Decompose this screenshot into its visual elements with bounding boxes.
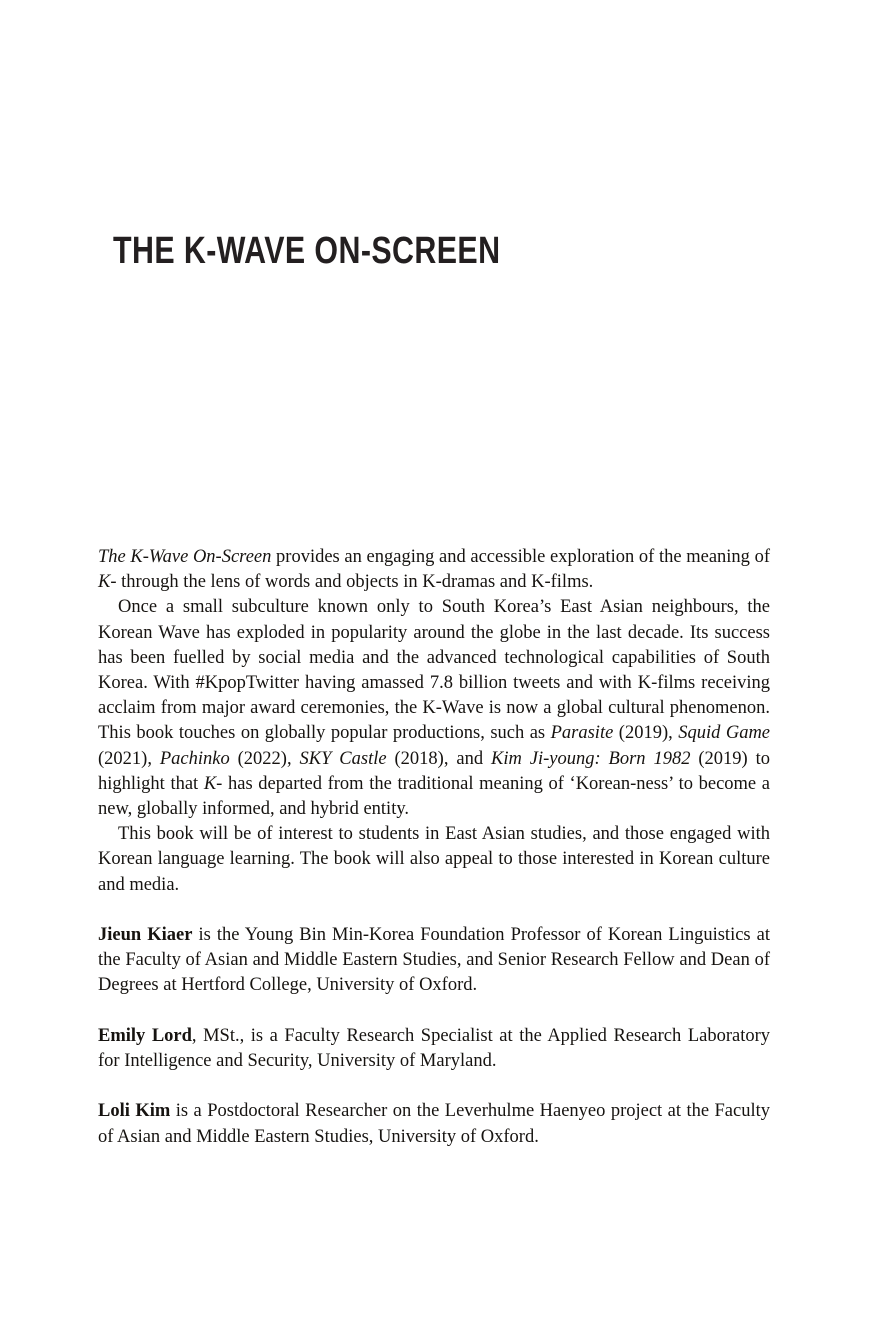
author-bio-loli-kim	[98, 1099, 770, 1149]
paragraph-intro	[98, 545, 770, 595]
text-run: , MSt., is a Faculty Research Specialist at the Applied Research Laboratory for Intelligence and Security, University of Maryland.	[98, 1025, 770, 1072]
author-bio-jieun-kiaer	[98, 923, 770, 999]
text-run: Once a small subculture known only to South Korea’s East Asian neighbours, the Korean Wave has exploded in popularity around the globe in the last decade. Its success has been fuelled by social media and the advanced technological capabilities of South Korea. With #KpopTwitter having amassed 7.8 billion tweets and with K-films receiving acclaim from major award ceremonies, the K-Wave is now a global cultural phenomenon. This book touches on globally popular productions, such as	[98, 597, 770, 744]
paragraph-audience	[98, 822, 770, 898]
text-run: has departed from the traditional meaning of ‘Korean-ness’ to become a new, globally informed, and hybrid entity.	[98, 773, 770, 820]
text-run: provides an engaging and accessible exploration of the meaning of	[271, 547, 770, 567]
author-bio-emily-lord	[98, 1024, 770, 1074]
text-run: (2019),	[613, 723, 679, 744]
text-run: Parasite	[550, 723, 614, 744]
text-run: Loli Kim	[98, 1101, 171, 1122]
text-run: (2022),	[229, 748, 300, 769]
text-run: This book will be of interest to students in East Asian studies, and those engaged with Korean language learning. The book will also appeal to those interested in Korean culture and media.	[98, 824, 770, 895]
description-block	[98, 545, 770, 1150]
text-run: Kim Ji-young: Born 1982	[490, 748, 691, 769]
paragraph-overview	[98, 595, 770, 822]
page-title: THE K-WAVE ON-SCREEN	[113, 230, 501, 273]
text-run: Squid Game	[678, 723, 771, 744]
text-run: through the lens of words and objects in K-dramas and K-films.	[116, 572, 594, 593]
text-run: is a Postdoctoral Researcher on the Leverhulme Haenyeo project at the Faculty of Asian and Middle Eastern Studies, University of Oxford.	[98, 1101, 771, 1147]
text-run: SKY Castle	[299, 748, 387, 769]
text-run: Emily Lord	[98, 1025, 192, 1046]
text-run: (2018), and	[386, 748, 491, 769]
text-run: The K-Wave On-Screen	[98, 547, 272, 567]
text-run: Jieun Kiaer	[98, 925, 193, 946]
text-run: (2019) to highlight that	[98, 748, 770, 794]
text-run: K-	[98, 572, 117, 593]
text-run: Pachinko	[159, 748, 230, 769]
text-run: is the Young Bin Min-Korea Foundation Professor of Korean Linguistics at the Faculty of Asian and Middle Eastern Studies, and Senior Research Fellow and Dean of Degrees at Hertford College, University of Oxford.	[98, 925, 770, 996]
text-run: K-	[203, 773, 223, 794]
text-run: (2021),	[98, 748, 160, 769]
